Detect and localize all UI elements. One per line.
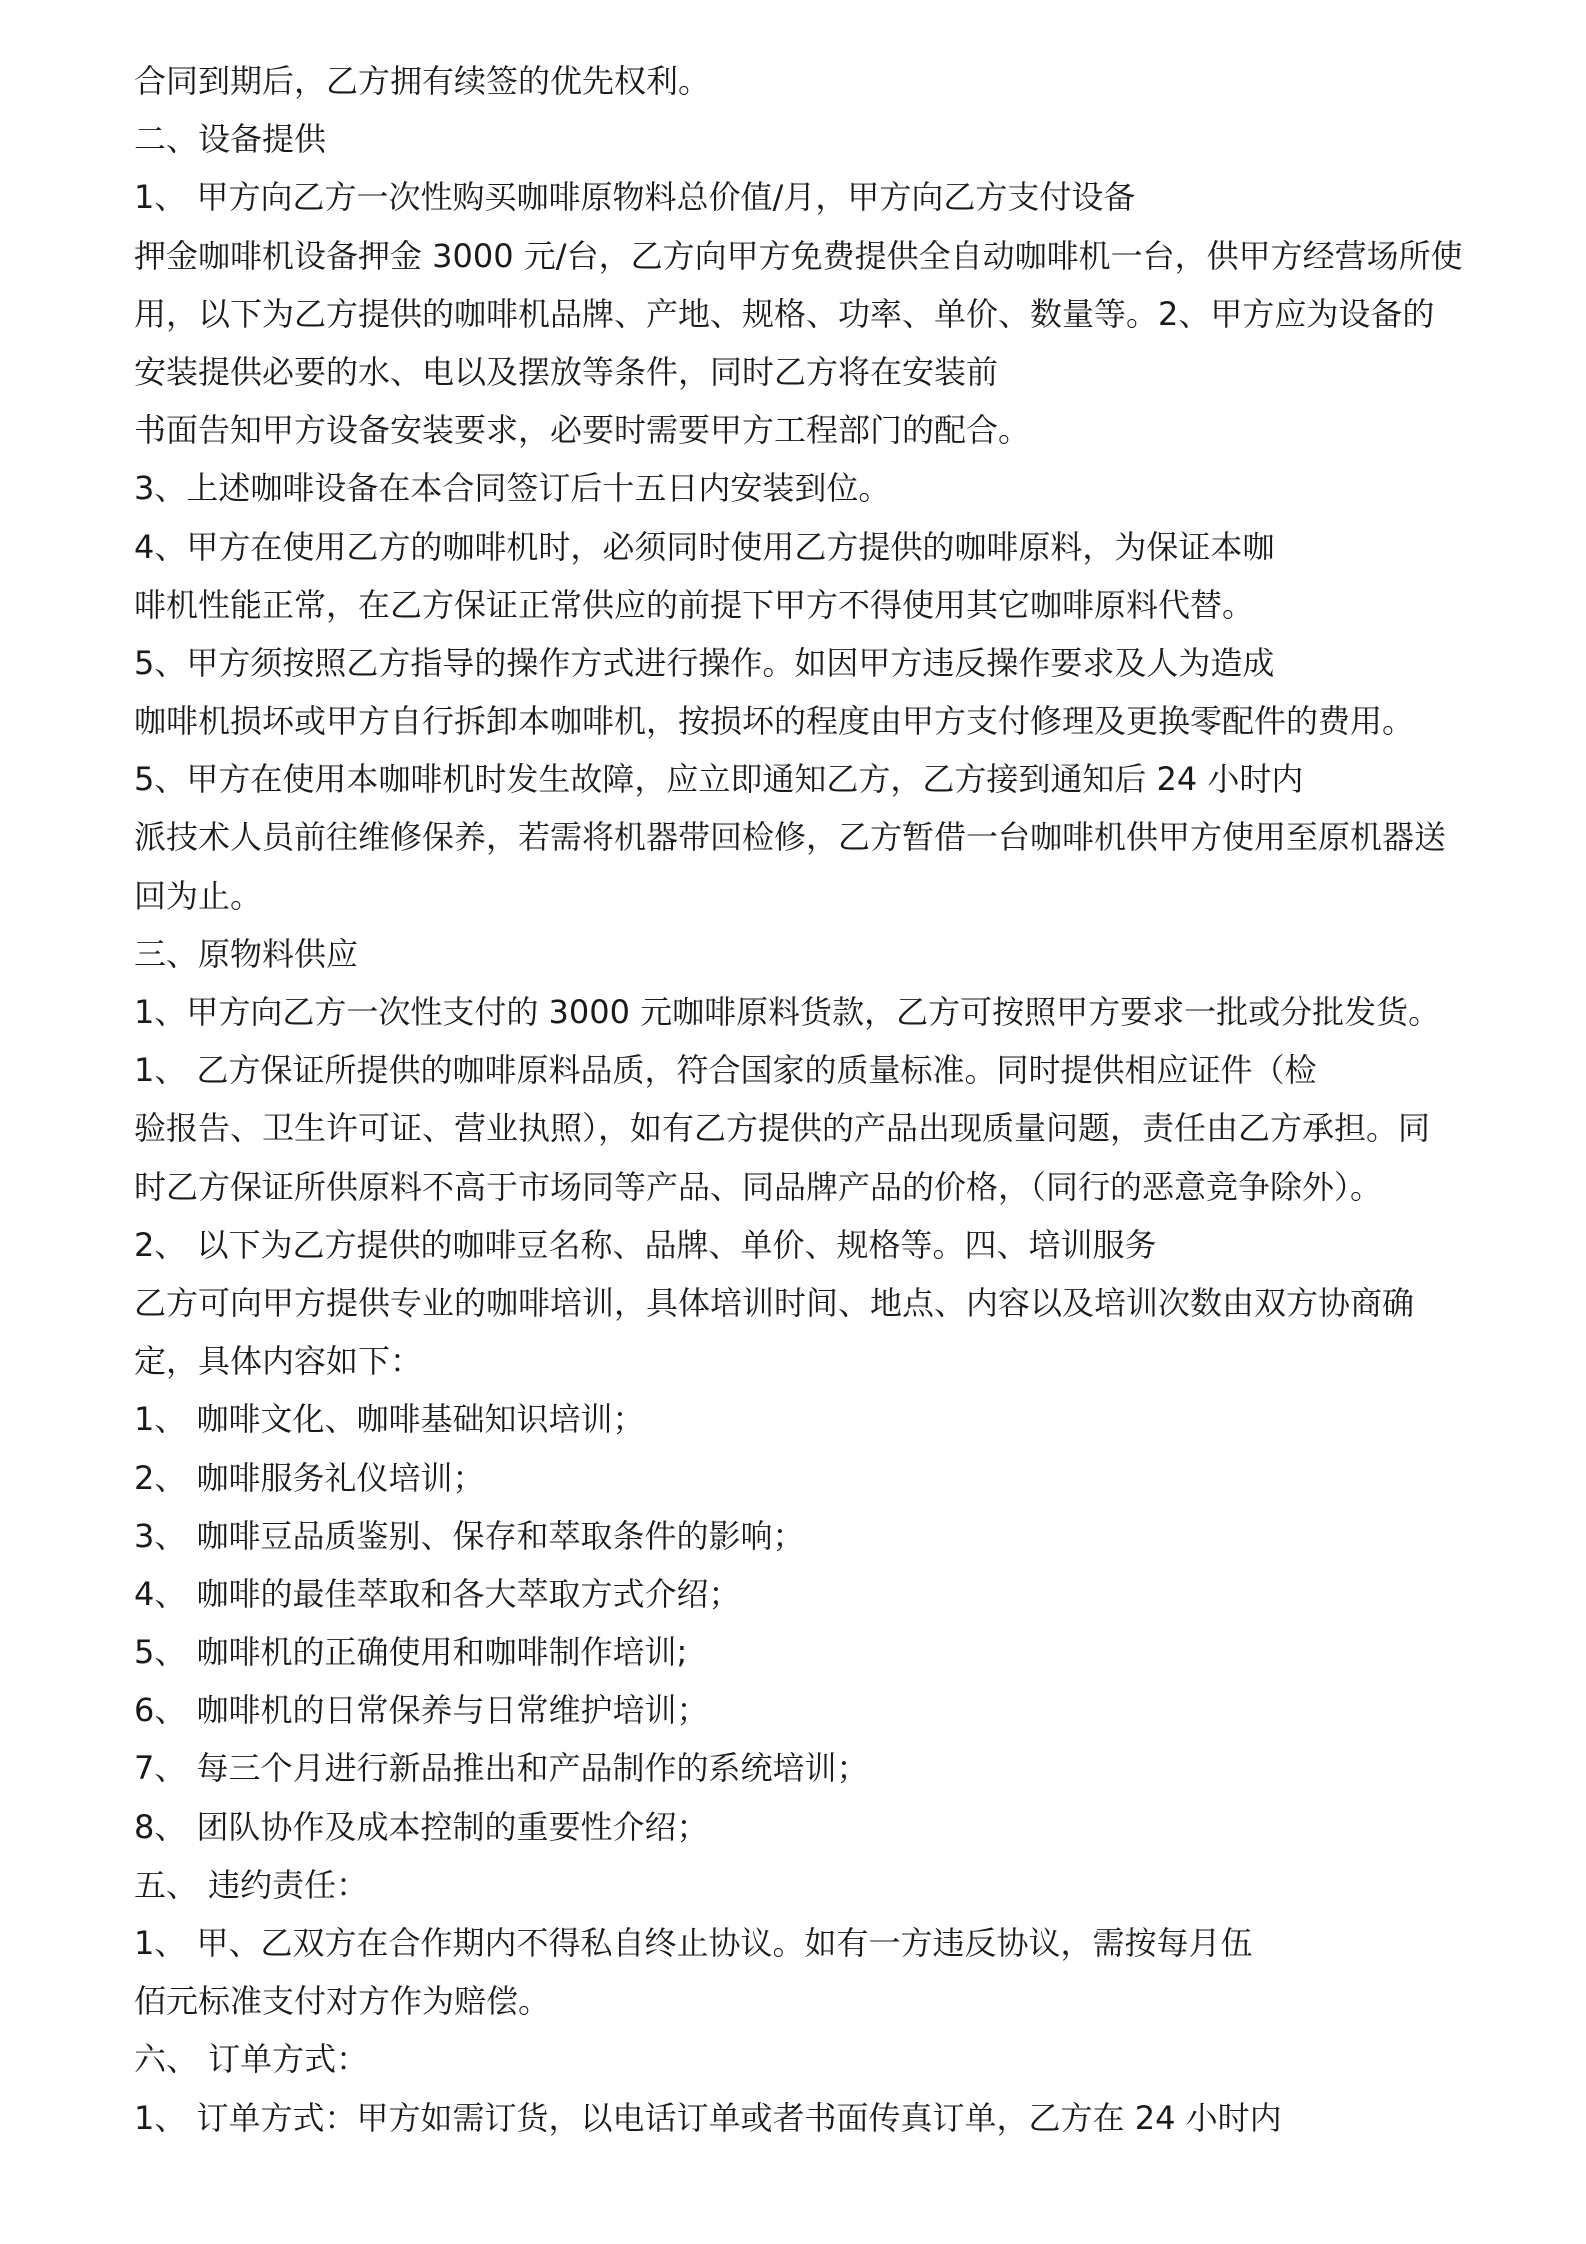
list-item: 6、 咖啡机的日常保养与日常维护培训； xyxy=(134,1691,709,1730)
text-line: 1、 订单方式：甲方如需订货，以电话订单或者书面传真订单，乙方在 24 小时内 xyxy=(134,2098,1282,2137)
text-line: 书面告知甲方设备安装要求，必要时需要甲方工程部门的配合。 xyxy=(134,411,1031,450)
text-line: 用，以下为乙方提供的咖啡机品牌、产地、规格、功率、单价、数量等。2、甲方应为设备的 xyxy=(134,294,1435,333)
list-item: 4、 咖啡的最佳萃取和各大萃取方式介绍； xyxy=(134,1574,741,1613)
list-item: 7、 每三个月进行新品推出和产品制作的系统培训； xyxy=(134,1749,869,1788)
text-line: 押金咖啡机设备押金 3000 元/台，乙方向甲方免费提供全自动咖啡机一台，供甲方经营场所使 xyxy=(134,236,1463,275)
list-item: 8、 团队协作及成本控制的重要性介绍； xyxy=(134,1807,709,1846)
text-line: 回为止。 xyxy=(134,876,263,915)
text-line: 咖啡机损坏或甲方自行拆卸本咖啡机，按损坏的程度由甲方支付修理及更换零配件的费用。 xyxy=(134,702,1415,741)
section-heading-supply: 三、原物料供应 xyxy=(134,934,359,973)
text-line: 3、上述咖啡设备在本合同签订后十五日内安装到位。 xyxy=(134,469,891,508)
text-line: 1、甲方向乙方一次性支付的 3000 元咖啡原料货款，乙方可按照甲方要求一批或分批发货。 xyxy=(134,993,1441,1031)
section-heading-orders: 六、 订单方式： xyxy=(134,2040,369,2079)
text-line: 验报告、卫生许可证、营业执照），如有乙方提供的产品出现质量问题，责任由乙方承担。同 xyxy=(134,1109,1431,1148)
text-line: 1、 甲方向乙方一次性购买咖啡原物料总价值/月，甲方向乙方支付设备 xyxy=(134,178,1136,217)
list-item: 3、 咖啡豆品质鉴别、保存和萃取条件的影响； xyxy=(134,1516,805,1555)
text-line: 定，具体内容如下： xyxy=(134,1342,423,1381)
text-line: 1、 乙方保证所提供的咖啡原料品质，符合国家的质量标准。同时提供相应证件（检 xyxy=(134,1051,1317,1090)
contract-text xyxy=(134,52,1474,2147)
text-line: 派技术人员前往维修保养，若需将机器带回检修，乙方暂借一台咖啡机供甲方使用至原机器送 xyxy=(134,818,1447,857)
text-line: 时乙方保证所供原料不高于市场同等产品、同品牌产品的价格，（同行的恶意竞争除外）。 xyxy=(134,1167,1383,1206)
text-line: 合同到期后，乙方拥有续签的优先权利。 xyxy=(134,62,711,100)
section-heading-breach: 五、 违约责任： xyxy=(134,1865,369,1904)
text-line: 乙方可向甲方提供专业的咖啡培训，具体培训时间、地点、内容以及培训次数由双方协商确 xyxy=(134,1283,1415,1322)
text-line: 2、 以下为乙方提供的咖啡豆名称、品牌、单价、规格等。四、培训服务 xyxy=(134,1225,1157,1264)
text-line: 1、 甲、乙双方在合作期内不得私自终止协议。如有一方违反协议，需按每月伍 xyxy=(134,1924,1253,1962)
list-item: 1、 咖啡文化、咖啡基础知识培训； xyxy=(134,1400,645,1439)
list-item: 5、 咖啡机的正确使用和咖啡制作培训; xyxy=(134,1633,688,1672)
text-line: 啡机性能正常，在乙方保证正常供应的前提下甲方不得使用其它咖啡原料代替。 xyxy=(134,585,1255,624)
section-heading-equipment: 二、设备提供 xyxy=(134,120,327,159)
text-line: 佰元标准支付对方作为赔偿。 xyxy=(134,1982,551,2021)
text-line: 5、甲方须按照乙方指导的操作方式进行操作。如因甲方违反操作要求及人为造成 xyxy=(134,643,1275,682)
list-item: 2、 咖啡服务礼仪培训； xyxy=(134,1458,485,1497)
text-line: 安装提供必要的水、电以及摆放等条件，同时乙方将在安装前 xyxy=(134,352,999,391)
text-line: 5、甲方在使用本咖啡机时发生故障，应立即通知乙方，乙方接到通知后 24 小时内 xyxy=(134,760,1304,799)
text-line: 4、甲方在使用乙方的咖啡机时，必须同时使用乙方提供的咖啡原料，为保证本咖 xyxy=(134,527,1275,566)
